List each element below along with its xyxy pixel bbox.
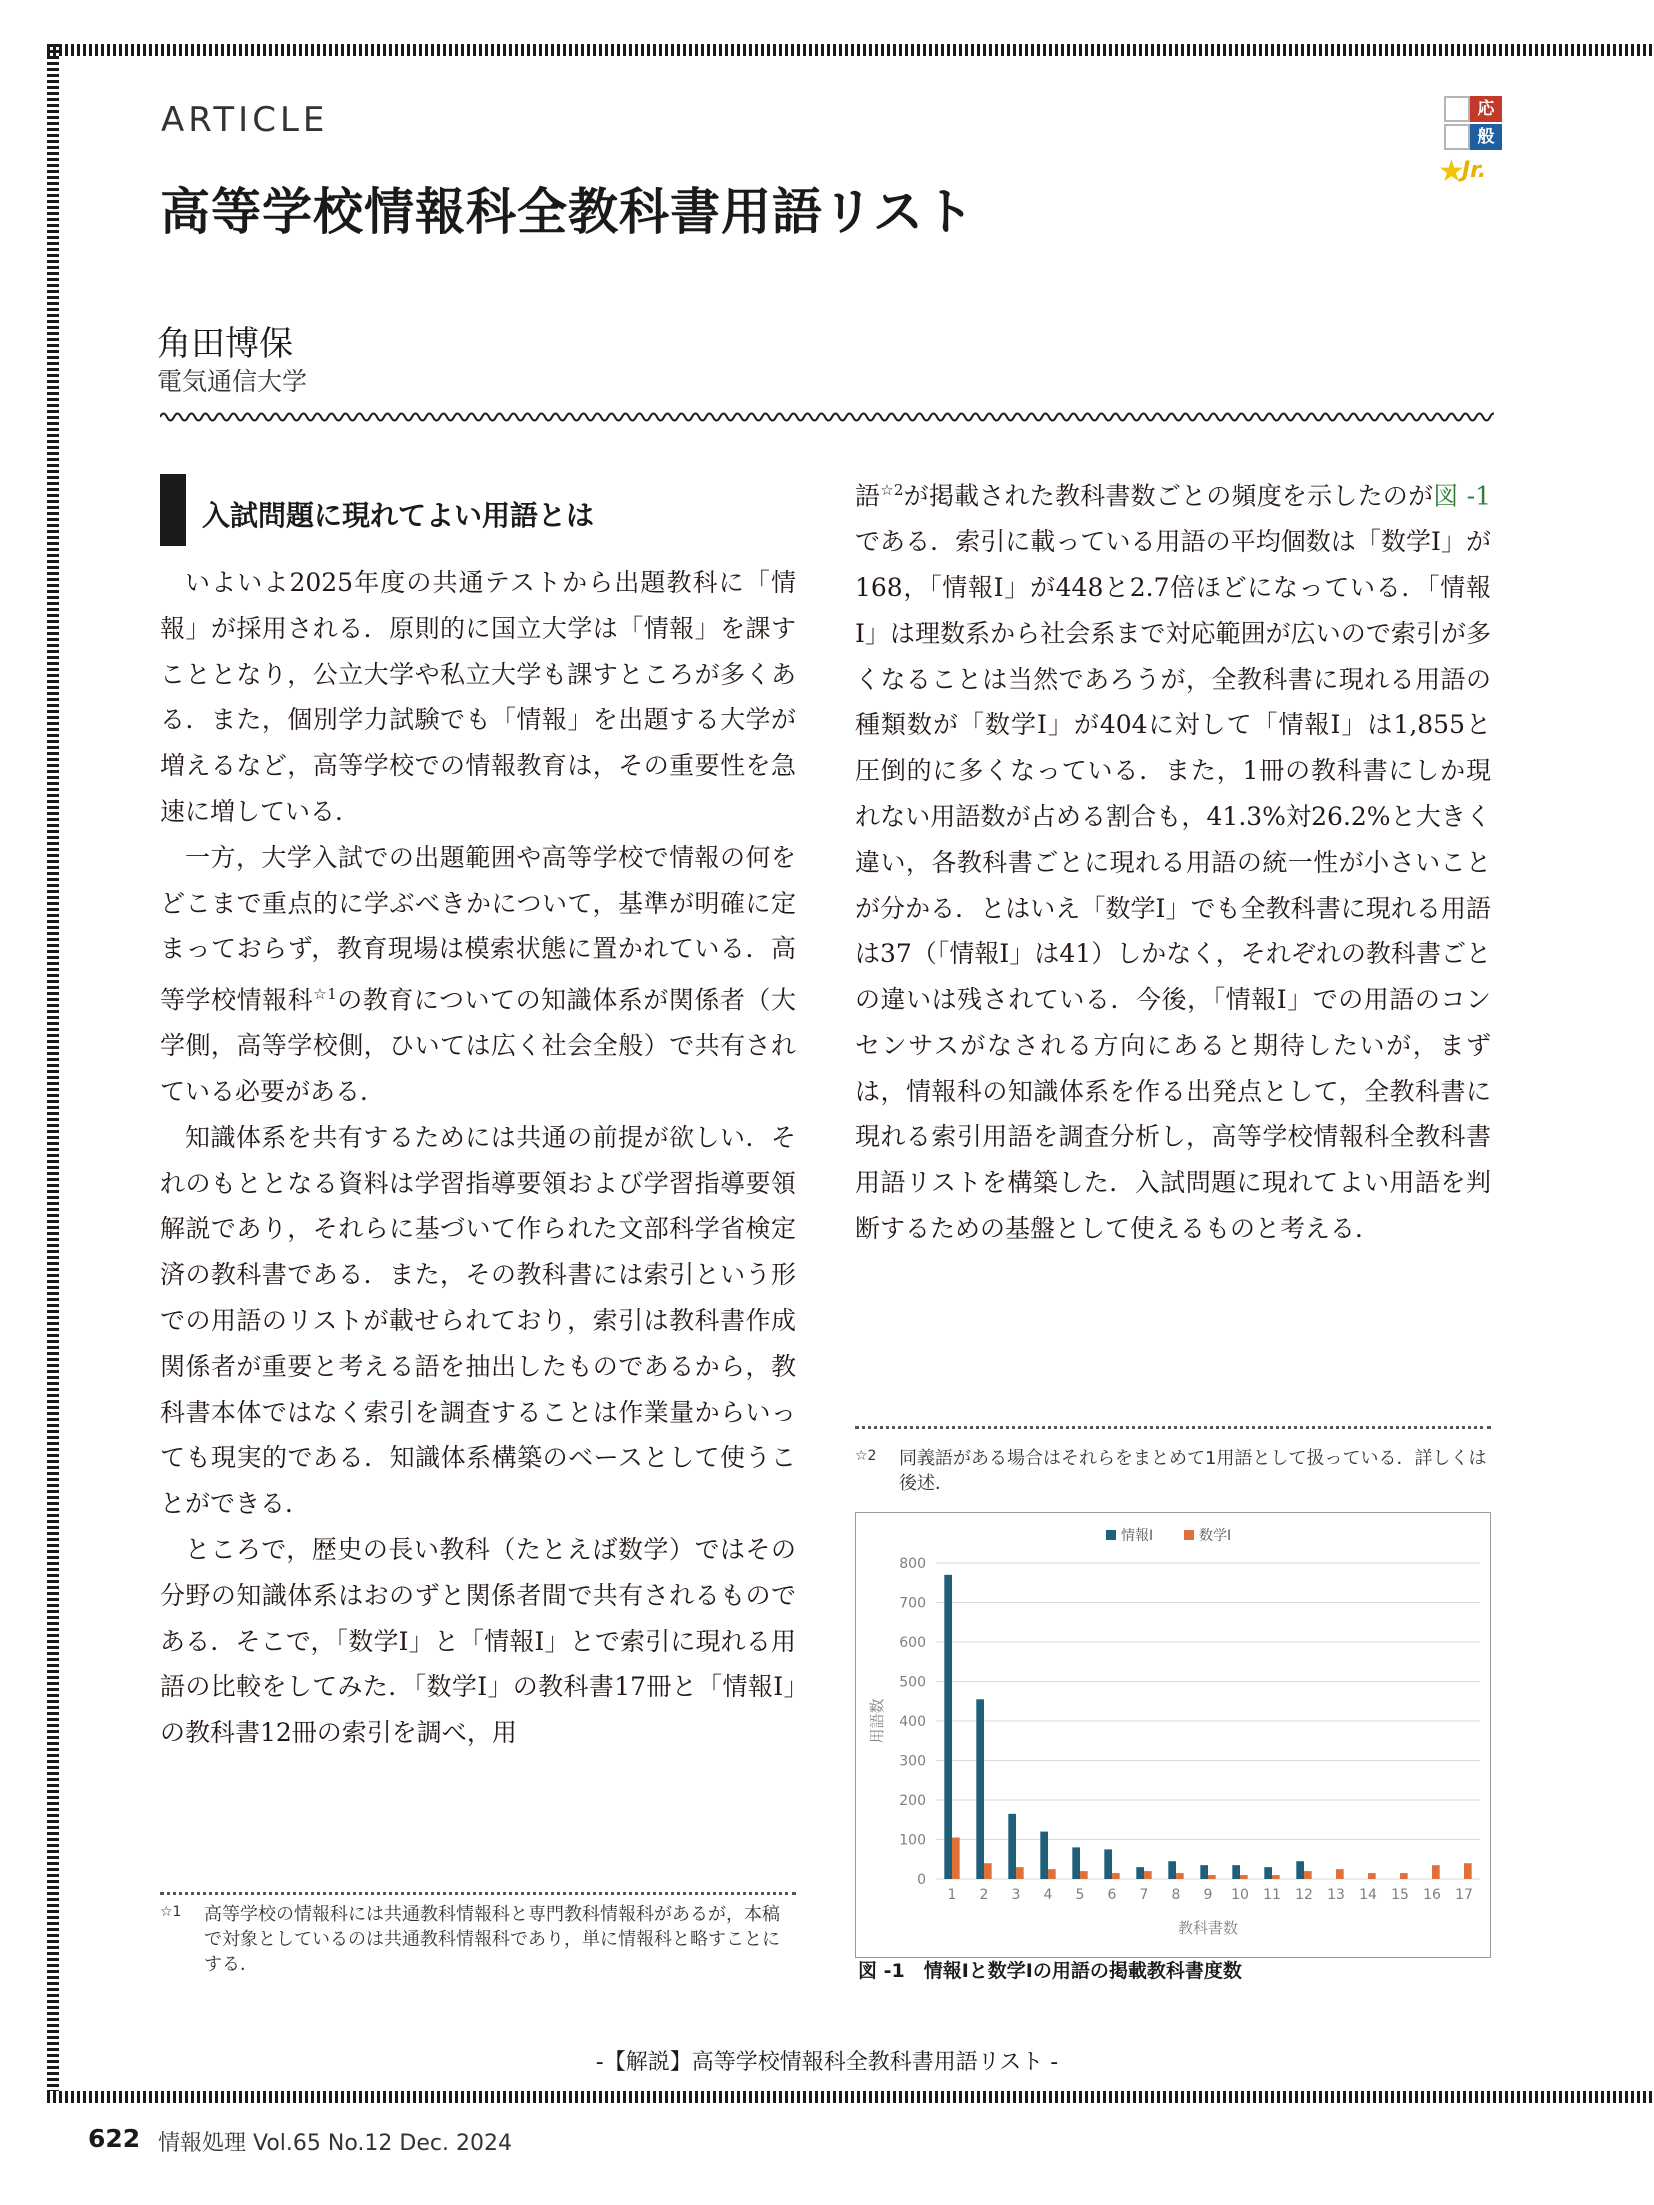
x-tick-label: 17 <box>1455 1887 1473 1903</box>
bar-math <box>952 1838 960 1879</box>
figure-1-frame <box>855 1512 1491 1958</box>
author-affiliation: 電気通信大学 <box>157 367 308 396</box>
right-column <box>855 468 1491 1252</box>
running-footer-title: -【解説】高等学校情報科全教科書用語リスト - <box>595 2050 1059 2075</box>
badge-checkbox-top <box>1444 96 1470 122</box>
x-axis-label: 教科書数 <box>1177 1919 1239 1937</box>
paragraph-5: 語$^{☆2}$が掲載された教科書数ごとの頻度を示したのが図 -1である．索引に載っている用語の平均個数は「数学Ⅰ」が168，「情報Ⅰ」が448と2.7倍ほどになっている．「情報Ⅰ」は理数系から社会系まで対応範囲が広いので索引が多くなることは当然であろうが，全教科書に現れる用語の種類数が「数学Ⅰ」が404に対して「情報Ⅰ」は1,855と圧倒的に多くなっている．また，1冊の教科書にしか現れない用語数が占める割合も，41.3%対26.2%と大きく違い，各教科書ごとに現れる用語の統一性が小さいことが分かる．とはいえ「数学Ⅰ」でも全教科書に現れる用語は37（「情報Ⅰ」は41）しかなく，それぞれの教科書ごとの違いは残されている．今後，「情報Ⅰ」での用語のコンセンサスがなされる方向にあると期待したいが，まずは，情報科の知識体系を作る出発点として，全教科書に現れる索引用語を調査分析し，高等学校情報科全教科書用語リストを構築した．入試問題に現れてよい用語を判断するための基盤として使えるものと考える． <box>855 481 1491 1244</box>
y-tick-label: 200 <box>899 1793 926 1809</box>
legend-swatch <box>1184 1530 1194 1540</box>
bar-math <box>1144 1871 1152 1879</box>
paragraph-4: ところで，歴史の長い教科（たとえば数学）ではその分野の知識体系はおのずと関係者間で共有されるものである．そこで，「数学Ⅰ」と「情報Ⅰ」とで索引に現れる用語の比較をしてみた．「数学Ⅰ」の教科書17冊と「情報Ⅰ」の教科書12冊の索引を調べ，用 <box>160 1535 796 1748</box>
x-tick-label: 15 <box>1391 1887 1409 1903</box>
bar-info <box>1296 1861 1304 1879</box>
x-tick-label: 14 <box>1359 1887 1377 1903</box>
x-tick-label: 3 <box>1011 1887 1021 1903</box>
bar-math <box>1240 1875 1248 1879</box>
x-tick-label: 9 <box>1203 1887 1213 1903</box>
x-tick-label: 5 <box>1075 1887 1085 1903</box>
section-heading-bar <box>160 474 186 546</box>
x-tick-label: 2 <box>979 1887 989 1903</box>
x-tick-label: 10 <box>1231 1887 1249 1903</box>
x-tick-label: 4 <box>1043 1887 1053 1903</box>
legend-label: 数学Ⅰ <box>1199 1528 1232 1544</box>
bar-chart <box>856 1513 1490 1957</box>
paragraph-3: 知識体系を共有するためには共通の前提が欲しい．それのもととなる資料は学習指導要領および学習指導要領解説であり，それらに基づいて作られた文部科学省検定済の教科書である．また，その教科書には索引という形での用語のリストが載せられており，索引は教科書作成関係者が重要と考える語を抽出したものであるから，教科書本体ではなく索引を調査することは作業量からいっても現実的である．知識体系構築のベースとして使うことができる． <box>160 1122 796 1519</box>
bar-math <box>1048 1869 1056 1879</box>
x-tick-label: 6 <box>1107 1887 1117 1903</box>
bar-math <box>1112 1873 1120 1879</box>
legend-label: 情報Ⅰ <box>1121 1528 1154 1544</box>
article-title: 高等学校情報科全教科書用語リスト <box>160 183 975 241</box>
y-tick-label: 0 <box>917 1872 926 1888</box>
left-border <box>47 44 59 2091</box>
bar-info <box>1008 1814 1016 1879</box>
badge-jr-label: Jr. <box>1462 158 1487 183</box>
footnote-ref-1: ☆1 <box>313 985 337 1004</box>
bar-info <box>944 1575 952 1879</box>
x-tick-label: 13 <box>1327 1887 1345 1903</box>
bar-info <box>1168 1861 1176 1879</box>
bar-math <box>1176 1873 1184 1879</box>
bar-math <box>1016 1867 1024 1879</box>
wavy-divider <box>160 410 1494 424</box>
bar-info <box>1040 1832 1048 1879</box>
footnote-ref-2: ☆2 <box>880 481 904 499</box>
bar-info <box>1264 1867 1272 1879</box>
footnote-mark-1: ☆1 <box>160 1904 182 1920</box>
bar-math <box>1400 1873 1408 1879</box>
x-tick-label: 12 <box>1295 1887 1313 1903</box>
y-tick-label: 100 <box>899 1832 926 1849</box>
star-icon: ★ <box>1438 154 1465 189</box>
bar-math <box>1272 1875 1280 1879</box>
bar-info <box>976 1699 984 1879</box>
article-kicker: ARTICLE <box>161 100 329 140</box>
top-border <box>47 44 1654 56</box>
bar-math <box>1464 1863 1472 1879</box>
bar-info <box>1136 1867 1144 1879</box>
bar-math <box>1208 1875 1216 1879</box>
bar-info <box>1200 1865 1208 1879</box>
x-tick-label: 8 <box>1171 1887 1181 1903</box>
journal-info: 情報処理 Vol.65 No.12 Dec. 2024 <box>158 2131 512 2156</box>
bar-math <box>1368 1873 1376 1879</box>
footnote-text-2: 同義語がある場合はそれらをまとめて1用語として扱っている．詳しくは後述． <box>899 1448 1487 1494</box>
x-tick-label: 1 <box>947 1887 957 1903</box>
y-tick-label: 700 <box>899 1595 926 1612</box>
footnote-divider-right <box>855 1426 1491 1429</box>
footnote-divider-left <box>160 1892 796 1895</box>
bar-info <box>1072 1847 1080 1879</box>
bar-info <box>1104 1849 1112 1879</box>
y-tick-label: 500 <box>899 1674 926 1691</box>
x-tick-label: 16 <box>1423 1887 1441 1903</box>
footnote-2 <box>855 1446 1491 1500</box>
figure-1-caption: 図 -1 情報Ⅰと数学Ⅰの用語の掲載教科書度数 <box>858 1960 1242 1982</box>
level-badge <box>1438 96 1510 196</box>
legend-swatch <box>1106 1530 1116 1540</box>
bottom-border <box>47 2091 1654 2103</box>
bar-math <box>1304 1871 1312 1879</box>
y-tick-label: 300 <box>899 1753 926 1770</box>
author-name: 角田博保 <box>157 324 293 364</box>
bar-math <box>984 1863 992 1879</box>
y-tick-label: 600 <box>899 1635 926 1651</box>
bar-info <box>1232 1865 1240 1879</box>
figure-reference-link[interactable]: 図 -1 <box>1433 481 1491 511</box>
footnote-1 <box>160 1902 796 1982</box>
footnote-mark-2: ☆2 <box>855 1448 877 1464</box>
paragraph-1: いよいよ2025年度の共通テストから出題教科に「情報」が採用される．原則的に国立大学は「情報」を課すこととなり，公立大学や私立大学も課すところが多くある．また，個別学力試験でも「情報」を出題する大学が増えるなど，高等学校での情報教育は，その重要性を急速に増している． <box>160 568 796 826</box>
badge-checkbox-bottom <box>1444 124 1470 150</box>
badge-label-top: 応 <box>1470 96 1502 122</box>
paragraph-2: 一方，大学入試での出題範囲や高等学校で情報の何をどこまで重点的に学ぶべきかについて，基準が明確に定まっておらず，教育現場は模索状態に置かれている．高等学校情報科$^{☆1}$の教育についての知識体系が関係者（大学側，高等学校側，ひいては広く社会全般）で共有されている必要がある． <box>160 842 796 1107</box>
left-column <box>160 560 796 1756</box>
bar-math <box>1336 1869 1344 1879</box>
section-heading: 入試問題に現れてよい用語とは <box>202 499 595 532</box>
footnote-text-1: 高等学校の情報科には共通教科情報科と専門教科情報科があるが，本稿で対象としているのは共通教科情報科であり，単に情報科と略すことにする． <box>204 1904 780 1975</box>
bar-math <box>1080 1871 1088 1879</box>
x-tick-label: 7 <box>1139 1887 1149 1903</box>
x-tick-label: 11 <box>1263 1887 1281 1903</box>
y-tick-label: 400 <box>899 1714 926 1730</box>
y-tick-label: 800 <box>899 1556 926 1572</box>
badge-label-bottom: 般 <box>1470 124 1502 150</box>
bar-math <box>1432 1865 1440 1879</box>
page-number: 622 <box>88 2124 141 2153</box>
y-axis-label: 用語数 <box>868 1698 886 1744</box>
